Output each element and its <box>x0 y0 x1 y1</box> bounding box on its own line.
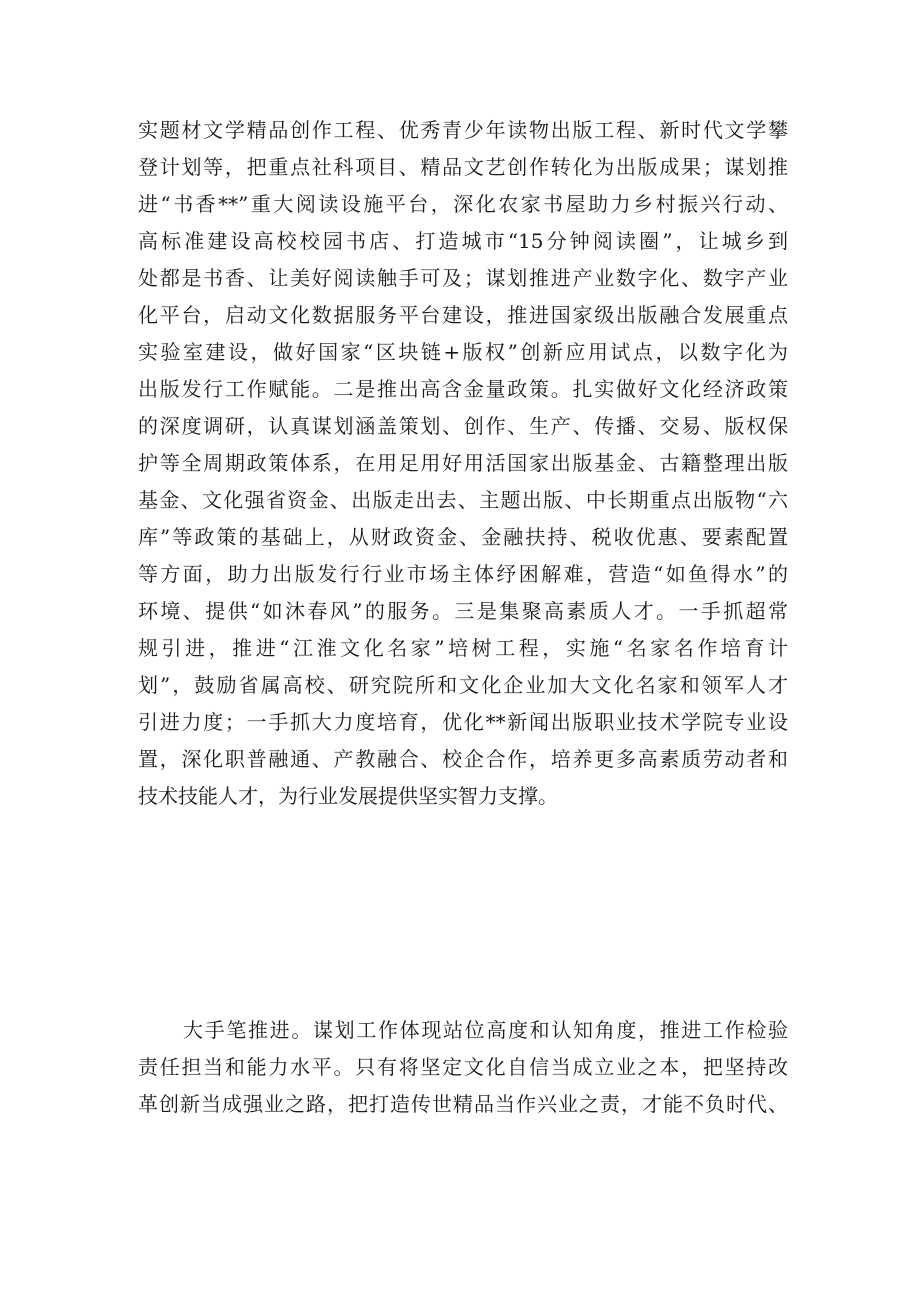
text-line: 化平台，启动文化数据服务平台建设，推进国家级出版融合发展重点 <box>138 303 788 327</box>
text-line: 革创新当成强业之路，把打造传世精品当作兴业之责，才能不负时代、 <box>138 1092 788 1116</box>
text-line: 引进力度；一手抓大力度培育，优化**新闻出版职业技术学院专业设 <box>138 710 788 734</box>
text-line: 的深度调研，认真谋划涵盖策划、创作、生产、传播、交易、版权保 <box>138 414 788 438</box>
text-line: 责任担当和能力水平。只有将坚定文化自信当成立业之本，把坚持改 <box>138 1055 788 1079</box>
text-line: 出版发行工作赋能。二是推出高含金量政策。扎实做好文化经济政策 <box>138 377 788 401</box>
text-line: 实验室建设，做好国家“区块链+版权”创新应用试点，以数字化为 <box>138 340 788 364</box>
text-line: 基金、文化强省资金、出版走出去、主题出版、中长期重点出版物“六 <box>138 488 788 512</box>
text-line: 实题材文学精品创作工程、优秀青少年读物出版工程、新时代文学攀 <box>138 118 788 142</box>
text-line: 技术技能人才，为行业发展提供坚实智力支撑。 <box>138 784 558 808</box>
text-line: 护等全周期政策体系，在用足用好用活国家出版基金、古籍整理出版 <box>138 451 788 475</box>
text-line: 高标准建设高校校园书店、打造城市“15分钟阅读圈”，让城乡到 <box>138 229 788 253</box>
text-line: 环境、提供“如沐春风”的服务。三是集聚高素质人才。一手抓超常 <box>138 599 788 623</box>
text-line: 库”等政策的基础上，从财政资金、金融扶持、税收优惠、要素配置 <box>138 525 788 549</box>
text-line: 等方面，助力出版发行行业市场主体纾困解难，营造“如鱼得水”的 <box>138 562 788 586</box>
text-line: 规引进，推进“江淮文化名家”培树工程，实施“名家名作培育计 <box>138 636 788 660</box>
text-line: 进“书香**”重大阅读设施平台，深化农家书屋助力乡村振兴行动、 <box>138 192 788 216</box>
paragraph-2 <box>138 1012 788 1123</box>
text-line: 登计划等，把重点社科项目、精品文艺创作转化为出版成果；谋划推 <box>138 155 788 179</box>
paragraph-1 <box>138 112 788 815</box>
text-line: 置，深化职普融通、产教融合、校企合作，培养更多高素质劳动者和 <box>138 747 788 771</box>
text-line: 划”，鼓励省属高校、研究院所和文化企业加大文化名家和领军人才 <box>138 673 788 697</box>
text-line: 处都是书香、让美好阅读触手可及；谋划推进产业数字化、数字产业 <box>138 266 788 290</box>
text-line: 大手笔推进。谋划工作体现站位高度和认知角度，推进工作检验 <box>183 1018 788 1042</box>
